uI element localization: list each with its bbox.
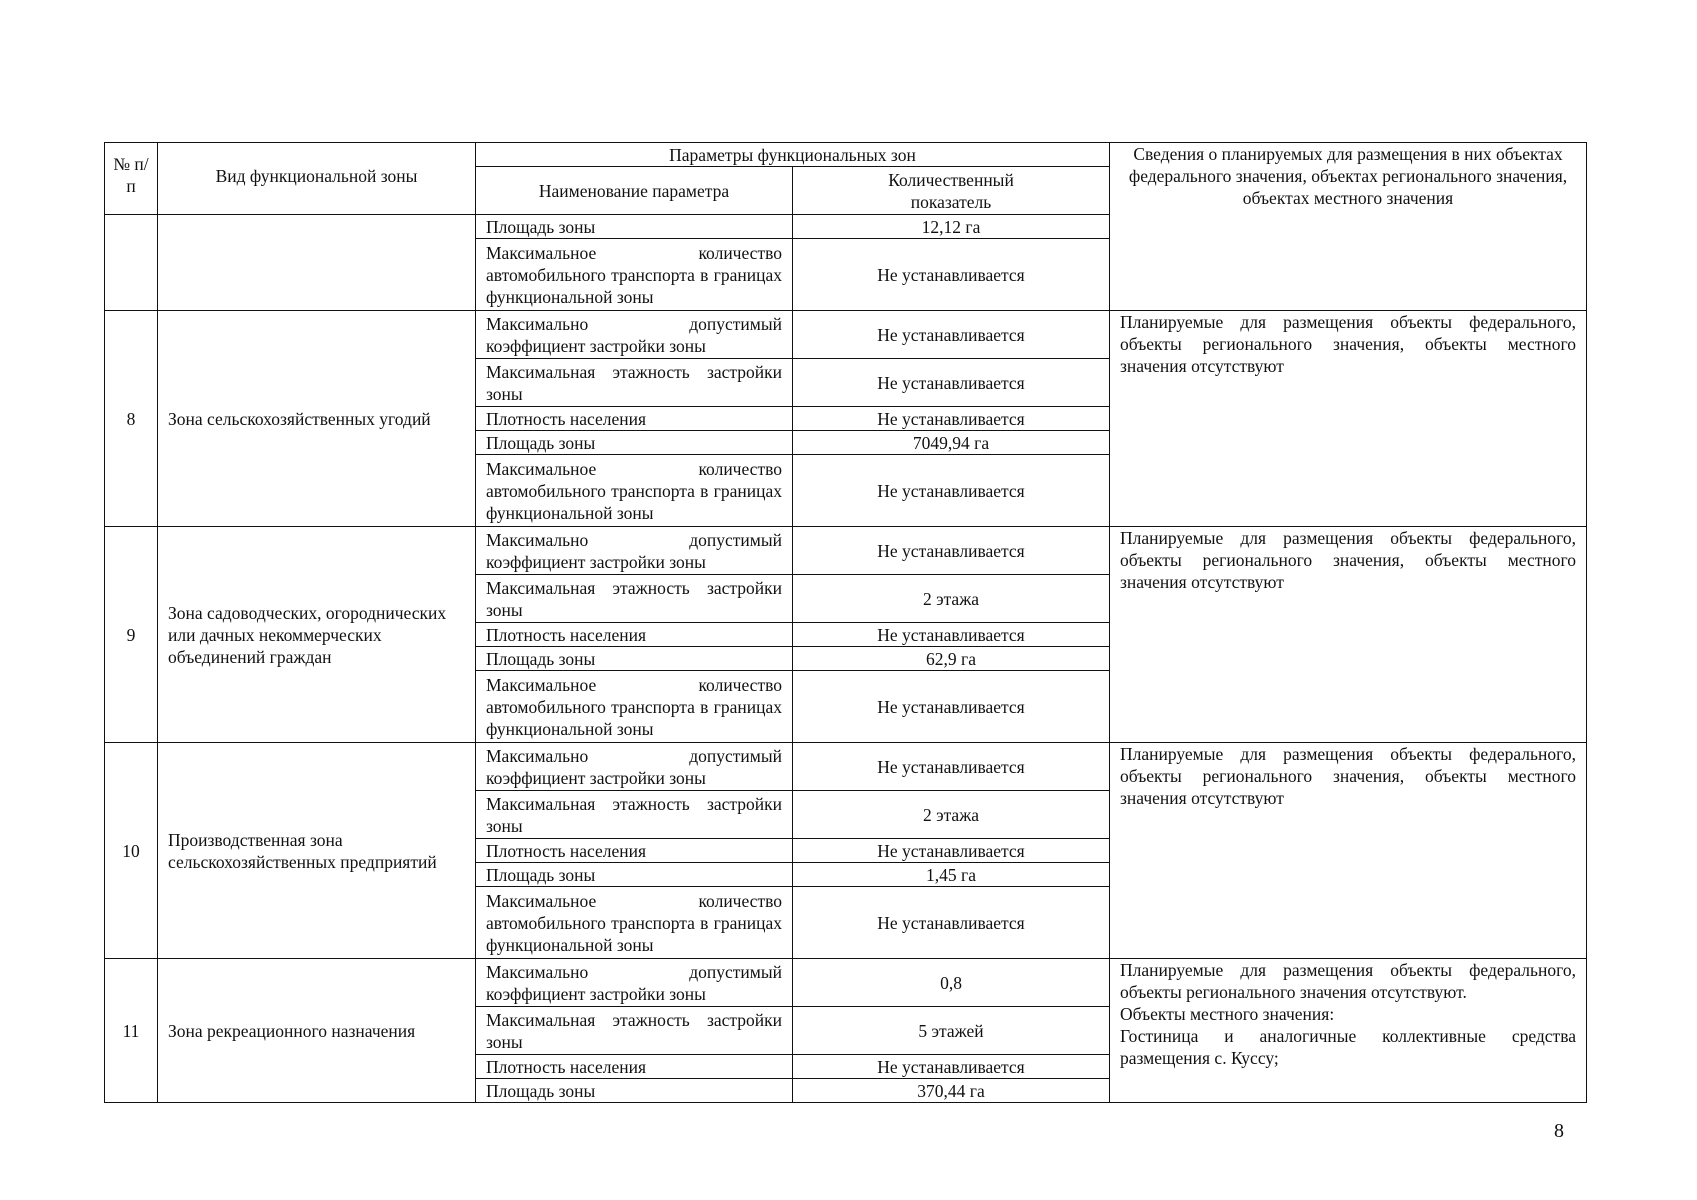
param-density: Плотность населения [476, 623, 793, 647]
param-coef: Максимально допустимый коэффициент застройки зоны [476, 743, 793, 791]
param-density: Плотность населения [476, 1055, 793, 1079]
row-num-10: 10 [105, 743, 158, 959]
row-num-9: 9 [105, 527, 158, 743]
param-floors: Максимальная этажность застройки зоны [476, 575, 793, 623]
param-floors: Максимальная этажность застройки зоны [476, 791, 793, 839]
objects-info-10: Планируемые для размещения объекты федерального, объекты регионального значения, объекты местного значения отсутствуют [1110, 743, 1587, 959]
objects-info-local-title: Объекты местного значения: [1120, 1004, 1335, 1024]
zone-name-8: Зона сельскохозяйственных угодий [158, 311, 476, 527]
objects-info-9: Планируемые для размещения объекты федерального, объекты регионального значения, объекты местного значения отсутствуют [1110, 527, 1587, 743]
header-objects-info [1110, 143, 1587, 311]
param-area: Площадь зоны [476, 215, 793, 239]
value-area: 62,9 га [793, 647, 1110, 671]
objects-info-8: Планируемые для размещения объекты федерального, объекты регионального значения, объекты местного значения отсутствуют [1110, 311, 1587, 527]
row-num-11: 11 [105, 959, 158, 1103]
param-floors: Максимальная этажность застройки зоны [476, 1007, 793, 1055]
value-density: Не устанавливается [793, 623, 1110, 647]
param-area: Площадь зоны [476, 431, 793, 455]
zone-name-10: Производственная зона сельскохозяйственных предприятий [158, 743, 476, 959]
value-transport: Не устанавливается [793, 239, 1110, 311]
value-floors: 2 этажа [793, 575, 1110, 623]
header-objects-info-label: Сведения о планируемых для размещения в них объектах федерального значения, объектах регионального значения, объектах местного значения [1128, 144, 1568, 208]
objects-info-11 [1110, 959, 1587, 1103]
page-number: 8 [1554, 1120, 1564, 1142]
header-zone-type [158, 143, 476, 215]
param-coef: Максимально допустимый коэффициент застройки зоны [476, 527, 793, 575]
value-coef: Не устанавливается [793, 311, 1110, 359]
cont-num [105, 215, 158, 311]
value-area: 370,44 га [793, 1079, 1110, 1103]
param-density: Плотность населения [476, 839, 793, 863]
header-num [105, 143, 158, 215]
functional-zones-table [104, 142, 1587, 1103]
value-floors: 2 этажа [793, 791, 1110, 839]
param-transport: Максимальное количество автомобильного транспорта в границах функциональной зоны [476, 239, 793, 311]
value-area: 12,12 га [793, 215, 1110, 239]
value-transport: Не устанавливается [793, 455, 1110, 527]
value-coef: Не устанавливается [793, 743, 1110, 791]
param-floors: Максимальная этажность застройки зоны [476, 359, 793, 407]
value-floors: 5 этажей [793, 1007, 1110, 1055]
param-area: Площадь зоны [476, 1079, 793, 1103]
param-area: Площадь зоны [476, 647, 793, 671]
param-coef: Максимально допустимый коэффициент застройки зоны [476, 959, 793, 1007]
header-num-label: № п/п [113, 154, 149, 196]
value-density: Не устанавливается [793, 407, 1110, 431]
cont-zone [158, 215, 476, 311]
param-coef: Максимально допустимый коэффициент застройки зоны [476, 311, 793, 359]
param-transport: Максимальное количество автомобильного транспорта в границах функциональной зоны [476, 887, 793, 959]
param-transport: Максимальное количество автомобильного транспорта в границах функциональной зоны [476, 455, 793, 527]
value-transport: Не устанавливается [793, 887, 1110, 959]
row-num-8: 8 [105, 311, 158, 527]
header-zone-type-label: Вид функциональной зоны [215, 166, 418, 186]
value-coef: Не устанавливается [793, 527, 1110, 575]
header-params-group: Параметры функциональных зон [476, 143, 1110, 167]
objects-info-local-item: Гостиница и аналогичные коллективные средства размещения с. Куссу; [1120, 1026, 1576, 1068]
value-transport: Не устанавливается [793, 671, 1110, 743]
zone-name-9: Зона садоводческих, огороднических или дачных некоммерческих объединений граждан [158, 527, 476, 743]
value-density: Не устанавливается [793, 1055, 1110, 1079]
objects-info-federal: Планируемые для размещения объекты федерального, объекты регионального значения отсутствуют. [1120, 960, 1576, 1002]
value-coef: 0,8 [793, 959, 1110, 1007]
value-density: Не устанавливается [793, 839, 1110, 863]
param-density: Плотность населения [476, 407, 793, 431]
value-area: 1,45 га [793, 863, 1110, 887]
param-area: Площадь зоны [476, 863, 793, 887]
param-transport: Максимальное количество автомобильного транспорта в границах функциональной зоны [476, 671, 793, 743]
value-area: 7049,94 га [793, 431, 1110, 455]
value-floors: Не устанавливается [793, 359, 1110, 407]
header-param-name: Наименование параметра [476, 167, 793, 215]
header-param-value: Количественный показатель [793, 167, 1110, 215]
zone-name-11: Зона рекреационного назначения [158, 959, 476, 1103]
